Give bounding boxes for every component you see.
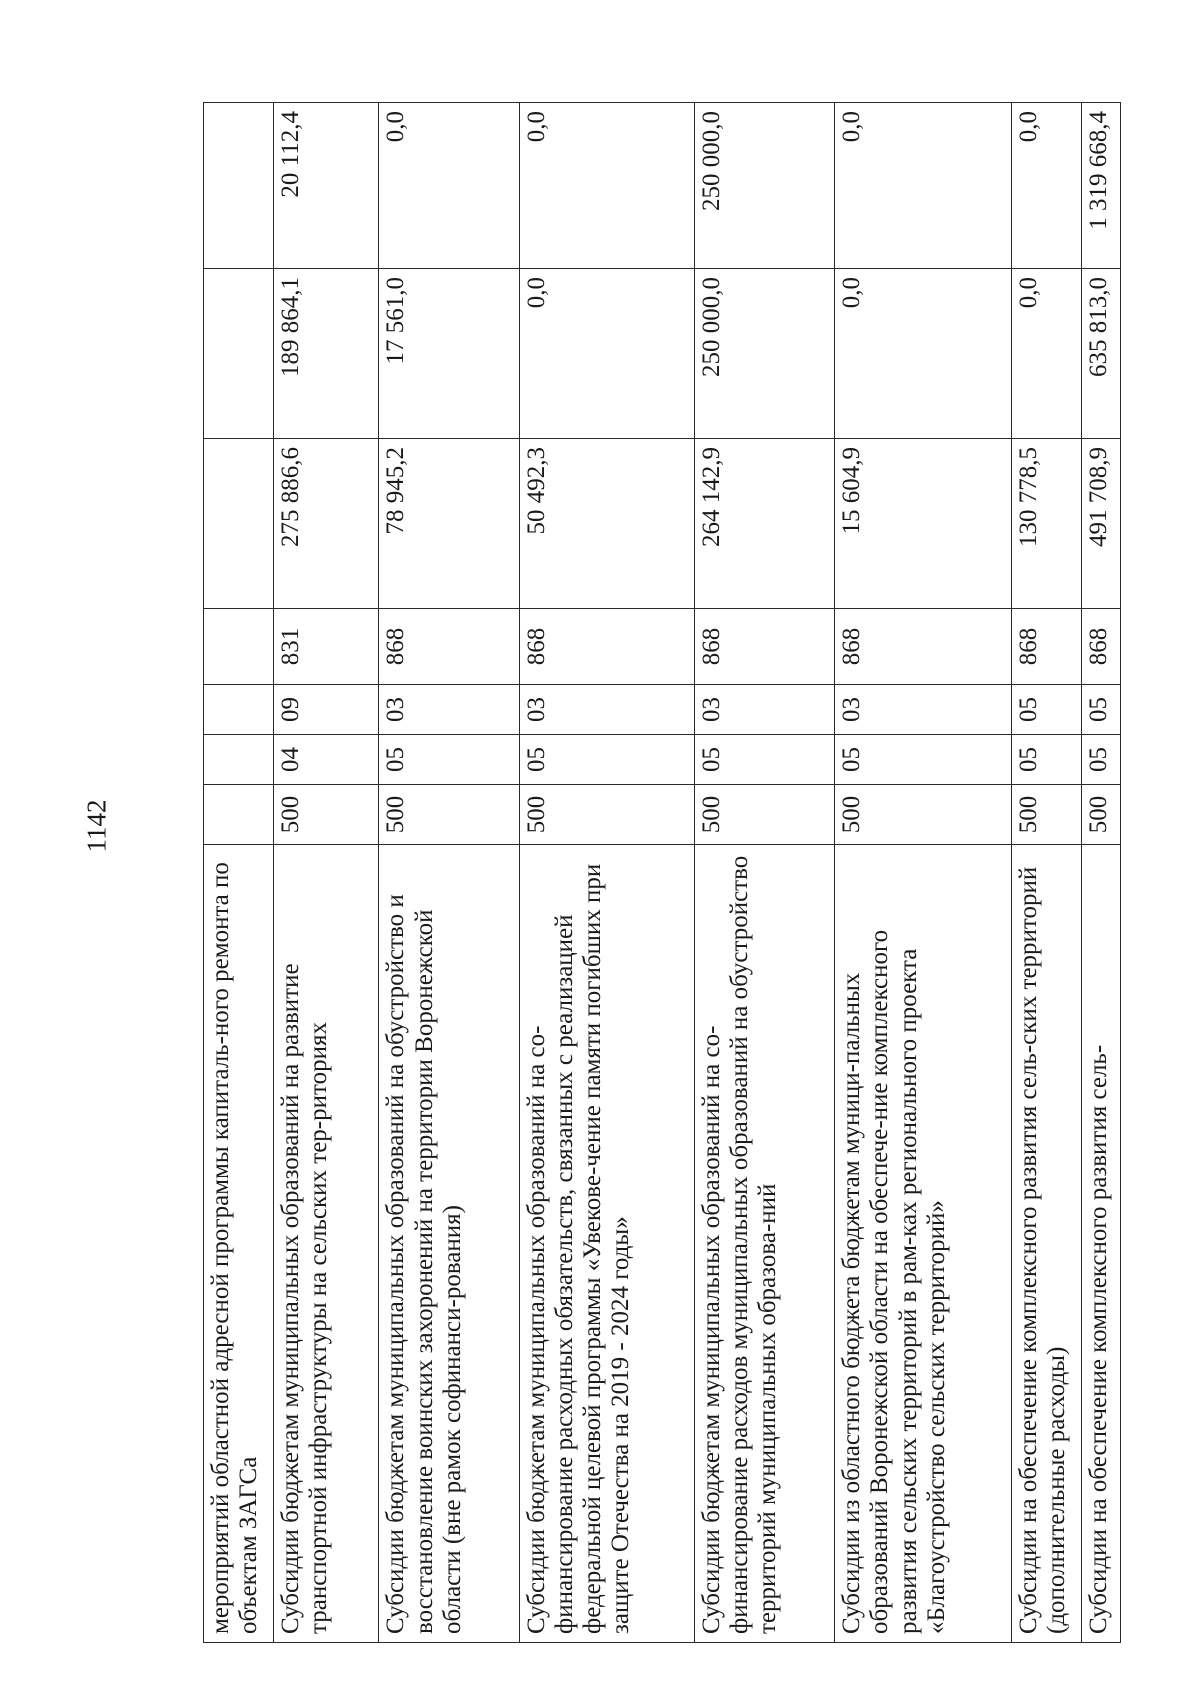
code-3 (204, 685, 274, 735)
row-name: Субсидии на обеспечение комплексного развития сель- (1081, 845, 1120, 1643)
value-3: 0,0 (519, 103, 694, 269)
code-4 (204, 609, 274, 685)
value-1: 15 604,9 (835, 439, 1011, 609)
value-3: 250 000,0 (694, 103, 834, 269)
code-3: 03 (519, 685, 694, 735)
code-1: 500 (379, 785, 519, 845)
value-3: 0,0 (379, 103, 519, 269)
value-2 (204, 269, 274, 439)
code-4: 868 (835, 609, 1011, 685)
code-3: 05 (1011, 685, 1081, 735)
code-4: 868 (1081, 609, 1120, 685)
code-3: 03 (835, 685, 1011, 735)
budget-table (203, 102, 1121, 1643)
table-row (274, 103, 379, 1643)
code-4: 868 (694, 609, 834, 685)
code-1: 500 (835, 785, 1011, 845)
code-1: 500 (1011, 785, 1081, 845)
value-1: 78 945,2 (379, 439, 519, 609)
row-name: мероприятий областной адресной программы капиталь-ного ремонта по объектам ЗАГСа (204, 845, 274, 1643)
row-name: Субсидии бюджетам муниципальных образований на обустройство и восстановление воинских захоронений на территории Воронежской области (вне рамок софинанси-рования) (379, 845, 519, 1643)
code-3: 03 (379, 685, 519, 735)
value-3 (204, 103, 274, 269)
code-2: 04 (274, 735, 379, 785)
code-4: 831 (274, 609, 379, 685)
value-3: 0,0 (1011, 103, 1081, 269)
table-body (204, 103, 1121, 1643)
table-row (519, 103, 694, 1643)
code-1 (204, 785, 274, 845)
value-2: 17 561,0 (379, 269, 519, 439)
table-row (835, 103, 1011, 1643)
row-name: Субсидии бюджетам муниципальных образований на со-финансирование расходных обязательств, связанных с реализацией федеральной целевой программы «Увекове-чение памяти погибших при защите Отечества на 2019 - 2024 годы» (519, 845, 694, 1643)
code-2: 05 (519, 735, 694, 785)
code-1: 500 (694, 785, 834, 845)
row-name: Субсидии бюджетам муниципальных образований на развитие транспортной инфраструктуры на сельских тер-риториях (274, 845, 379, 1643)
value-1: 275 886,6 (274, 439, 379, 609)
value-2: 0,0 (519, 269, 694, 439)
value-1: 491 708,9 (1081, 439, 1120, 609)
table-row (379, 103, 519, 1643)
code-4: 868 (1011, 609, 1081, 685)
value-1: 130 778,5 (1011, 439, 1081, 609)
value-2: 0,0 (835, 269, 1011, 439)
code-1: 500 (519, 785, 694, 845)
value-3: 20 112,4 (274, 103, 379, 269)
code-1: 500 (1081, 785, 1120, 845)
code-4: 868 (519, 609, 694, 685)
code-2: 05 (379, 735, 519, 785)
value-2: 635 813,0 (1081, 269, 1120, 439)
value-2: 0,0 (1011, 269, 1081, 439)
value-1 (204, 439, 274, 609)
value-3: 0,0 (835, 103, 1011, 269)
code-4: 868 (379, 609, 519, 685)
value-2: 250 000,0 (694, 269, 834, 439)
code-2: 05 (1081, 735, 1120, 785)
row-name: Субсидии бюджетам муниципальных образований на со-финансирование расходов муниципальных образований на обустройство территорий муниципальных образова-ний (694, 845, 834, 1643)
code-2 (204, 735, 274, 785)
row-name: Субсидии на обеспечение комплексного развития сель-ских территорий (дополнительные расходы) (1011, 845, 1081, 1643)
code-3: 05 (1081, 685, 1120, 735)
value-1: 264 142,9 (694, 439, 834, 609)
code-1: 500 (274, 785, 379, 845)
code-3: 03 (694, 685, 834, 735)
value-1: 50 492,3 (519, 439, 694, 609)
code-2: 05 (694, 735, 834, 785)
value-3: 1 319 668,4 (1081, 103, 1120, 269)
value-2: 189 864,1 (274, 269, 379, 439)
budget-table-rotated (203, 103, 1121, 1643)
table-row (694, 103, 834, 1643)
code-3: 09 (274, 685, 379, 735)
row-name: Субсидии из областного бюджета бюджетам муници-пальных образований Воронежской области на обеспече-ние комплексного развития сельских территорий в рам-ках регионального проекта «Благоустройство сельских территорий» (835, 845, 1011, 1643)
table-row (1081, 103, 1120, 1643)
code-2: 05 (1011, 735, 1081, 785)
table-row (1011, 103, 1081, 1643)
code-2: 05 (835, 735, 1011, 785)
page-number: 1142 (81, 799, 112, 853)
table-row (204, 103, 274, 1643)
